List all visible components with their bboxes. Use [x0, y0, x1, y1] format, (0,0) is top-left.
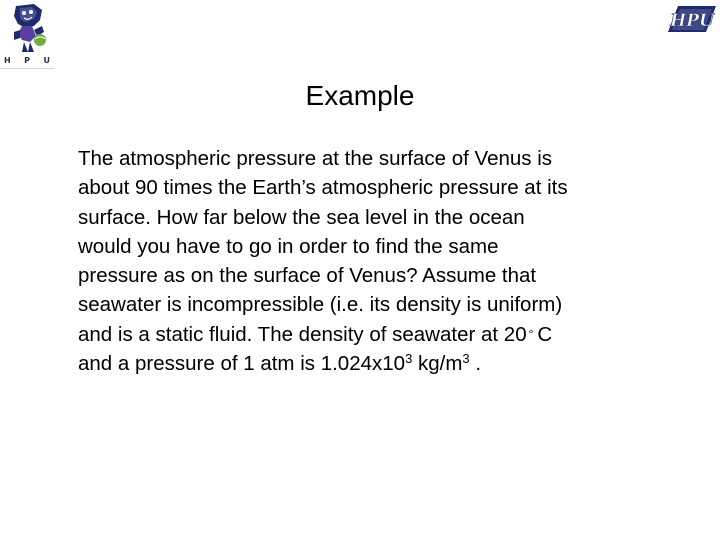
panther-mascot-logo [4, 2, 50, 54]
slide-title-text: Example [305, 80, 415, 111]
problem-line [78, 320, 678, 349]
mascot-caption [4, 56, 50, 65]
exponent: 3 [462, 351, 470, 367]
slide-title [0, 80, 720, 112]
problem-line: pressure as on the surface of Venus? Assume that [78, 264, 537, 288]
problem-line: about 90 times the Earth’s atmospheric pressure at its [78, 176, 568, 200]
hpu-wordmark-logo [666, 2, 718, 36]
problem-line [78, 349, 678, 378]
problem-line: surface. How far below the sea level in the ocean [78, 205, 525, 229]
logo-divider [0, 68, 54, 69]
problem-statement [78, 144, 678, 378]
problem-line: The atmospheric pressure at the surface of Venus is [78, 147, 553, 170]
problem-line: seawater is incompressible (i.e. its density is uniform) [78, 293, 563, 317]
exponent: 3 [405, 351, 413, 367]
problem-text: and a pressure of 1 atm is 1.024x10 [78, 352, 406, 376]
svg-text:HPU: HPU [670, 11, 714, 31]
problem-text: . [469, 352, 482, 376]
problem-text: C [537, 322, 553, 346]
problem-text: kg/m [412, 352, 463, 376]
mascot-caption-letter: H [4, 56, 11, 65]
problem-line: would you have to go in order to find the same [78, 234, 499, 258]
degree-symbol: ° [528, 326, 534, 341]
mascot-caption-letter: P [24, 56, 31, 65]
problem-text: and is a static fluid. The density of seawater at 20 [78, 322, 527, 346]
mascot-caption-letter: U [43, 56, 50, 65]
